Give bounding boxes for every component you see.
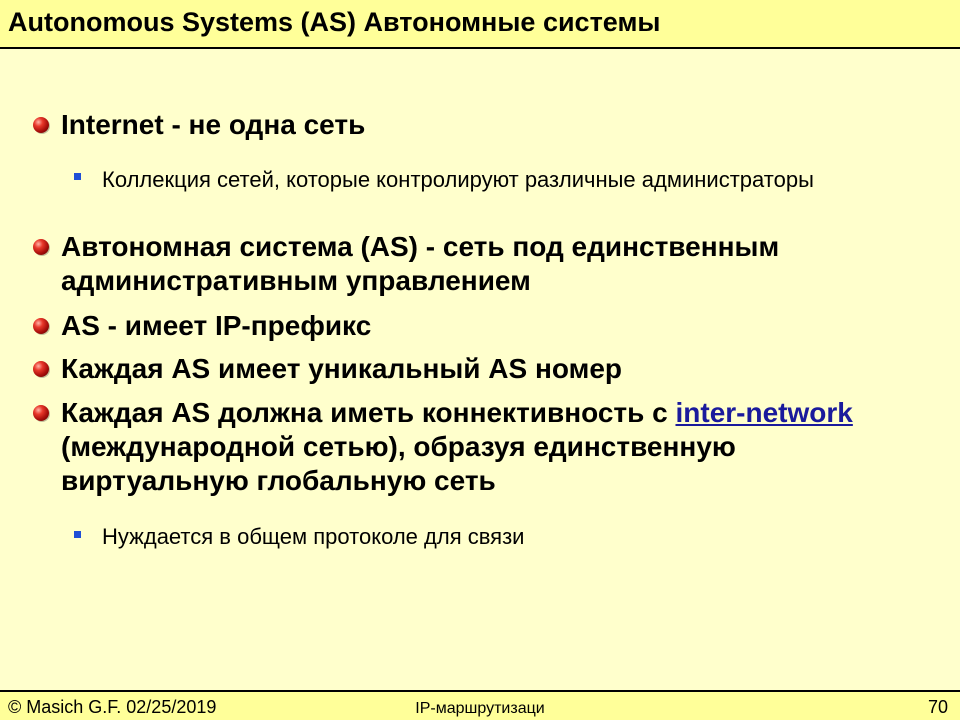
red-ball-icon (33, 117, 49, 133)
bullet-item: Каждая AS имеет уникальный AS номер (61, 353, 622, 384)
bullet-item: AS - имеет IP-префикс (61, 310, 372, 341)
bullet-item (61, 396, 861, 498)
footer-copyright: © Masich G.F. 02/25/2019 (8, 697, 217, 717)
bullet-text: Каждая AS должна иметь коннективность с (61, 397, 676, 428)
slide-number: 70 (927, 697, 948, 717)
title-divider (0, 47, 960, 49)
inter-network-link[interactable]: inter-network (675, 397, 853, 428)
sub-bullet-item: Нуждается в общем протоколе для связи (102, 524, 525, 549)
blue-square-icon (74, 173, 81, 180)
sub-bullet-item: Коллекция сетей, которые контролируют различные администраторы (102, 167, 814, 192)
slide-title: Autonomous Systems (AS) Автономные системы (8, 7, 661, 37)
footer-title: IP-маршрутизаци (415, 700, 545, 717)
red-ball-icon (33, 405, 49, 421)
bullet-text: (международной сетью), образуя единственную виртуальную глобальную сеть (61, 431, 736, 496)
red-ball-icon (33, 361, 49, 377)
bullet-item: Автономная система (AS) - сеть под единственным административным управлением (61, 231, 780, 296)
bullet-item: Internet - не одна сеть (61, 109, 366, 140)
blue-square-icon (74, 531, 81, 538)
red-ball-icon (33, 239, 49, 255)
red-ball-icon (33, 318, 49, 334)
